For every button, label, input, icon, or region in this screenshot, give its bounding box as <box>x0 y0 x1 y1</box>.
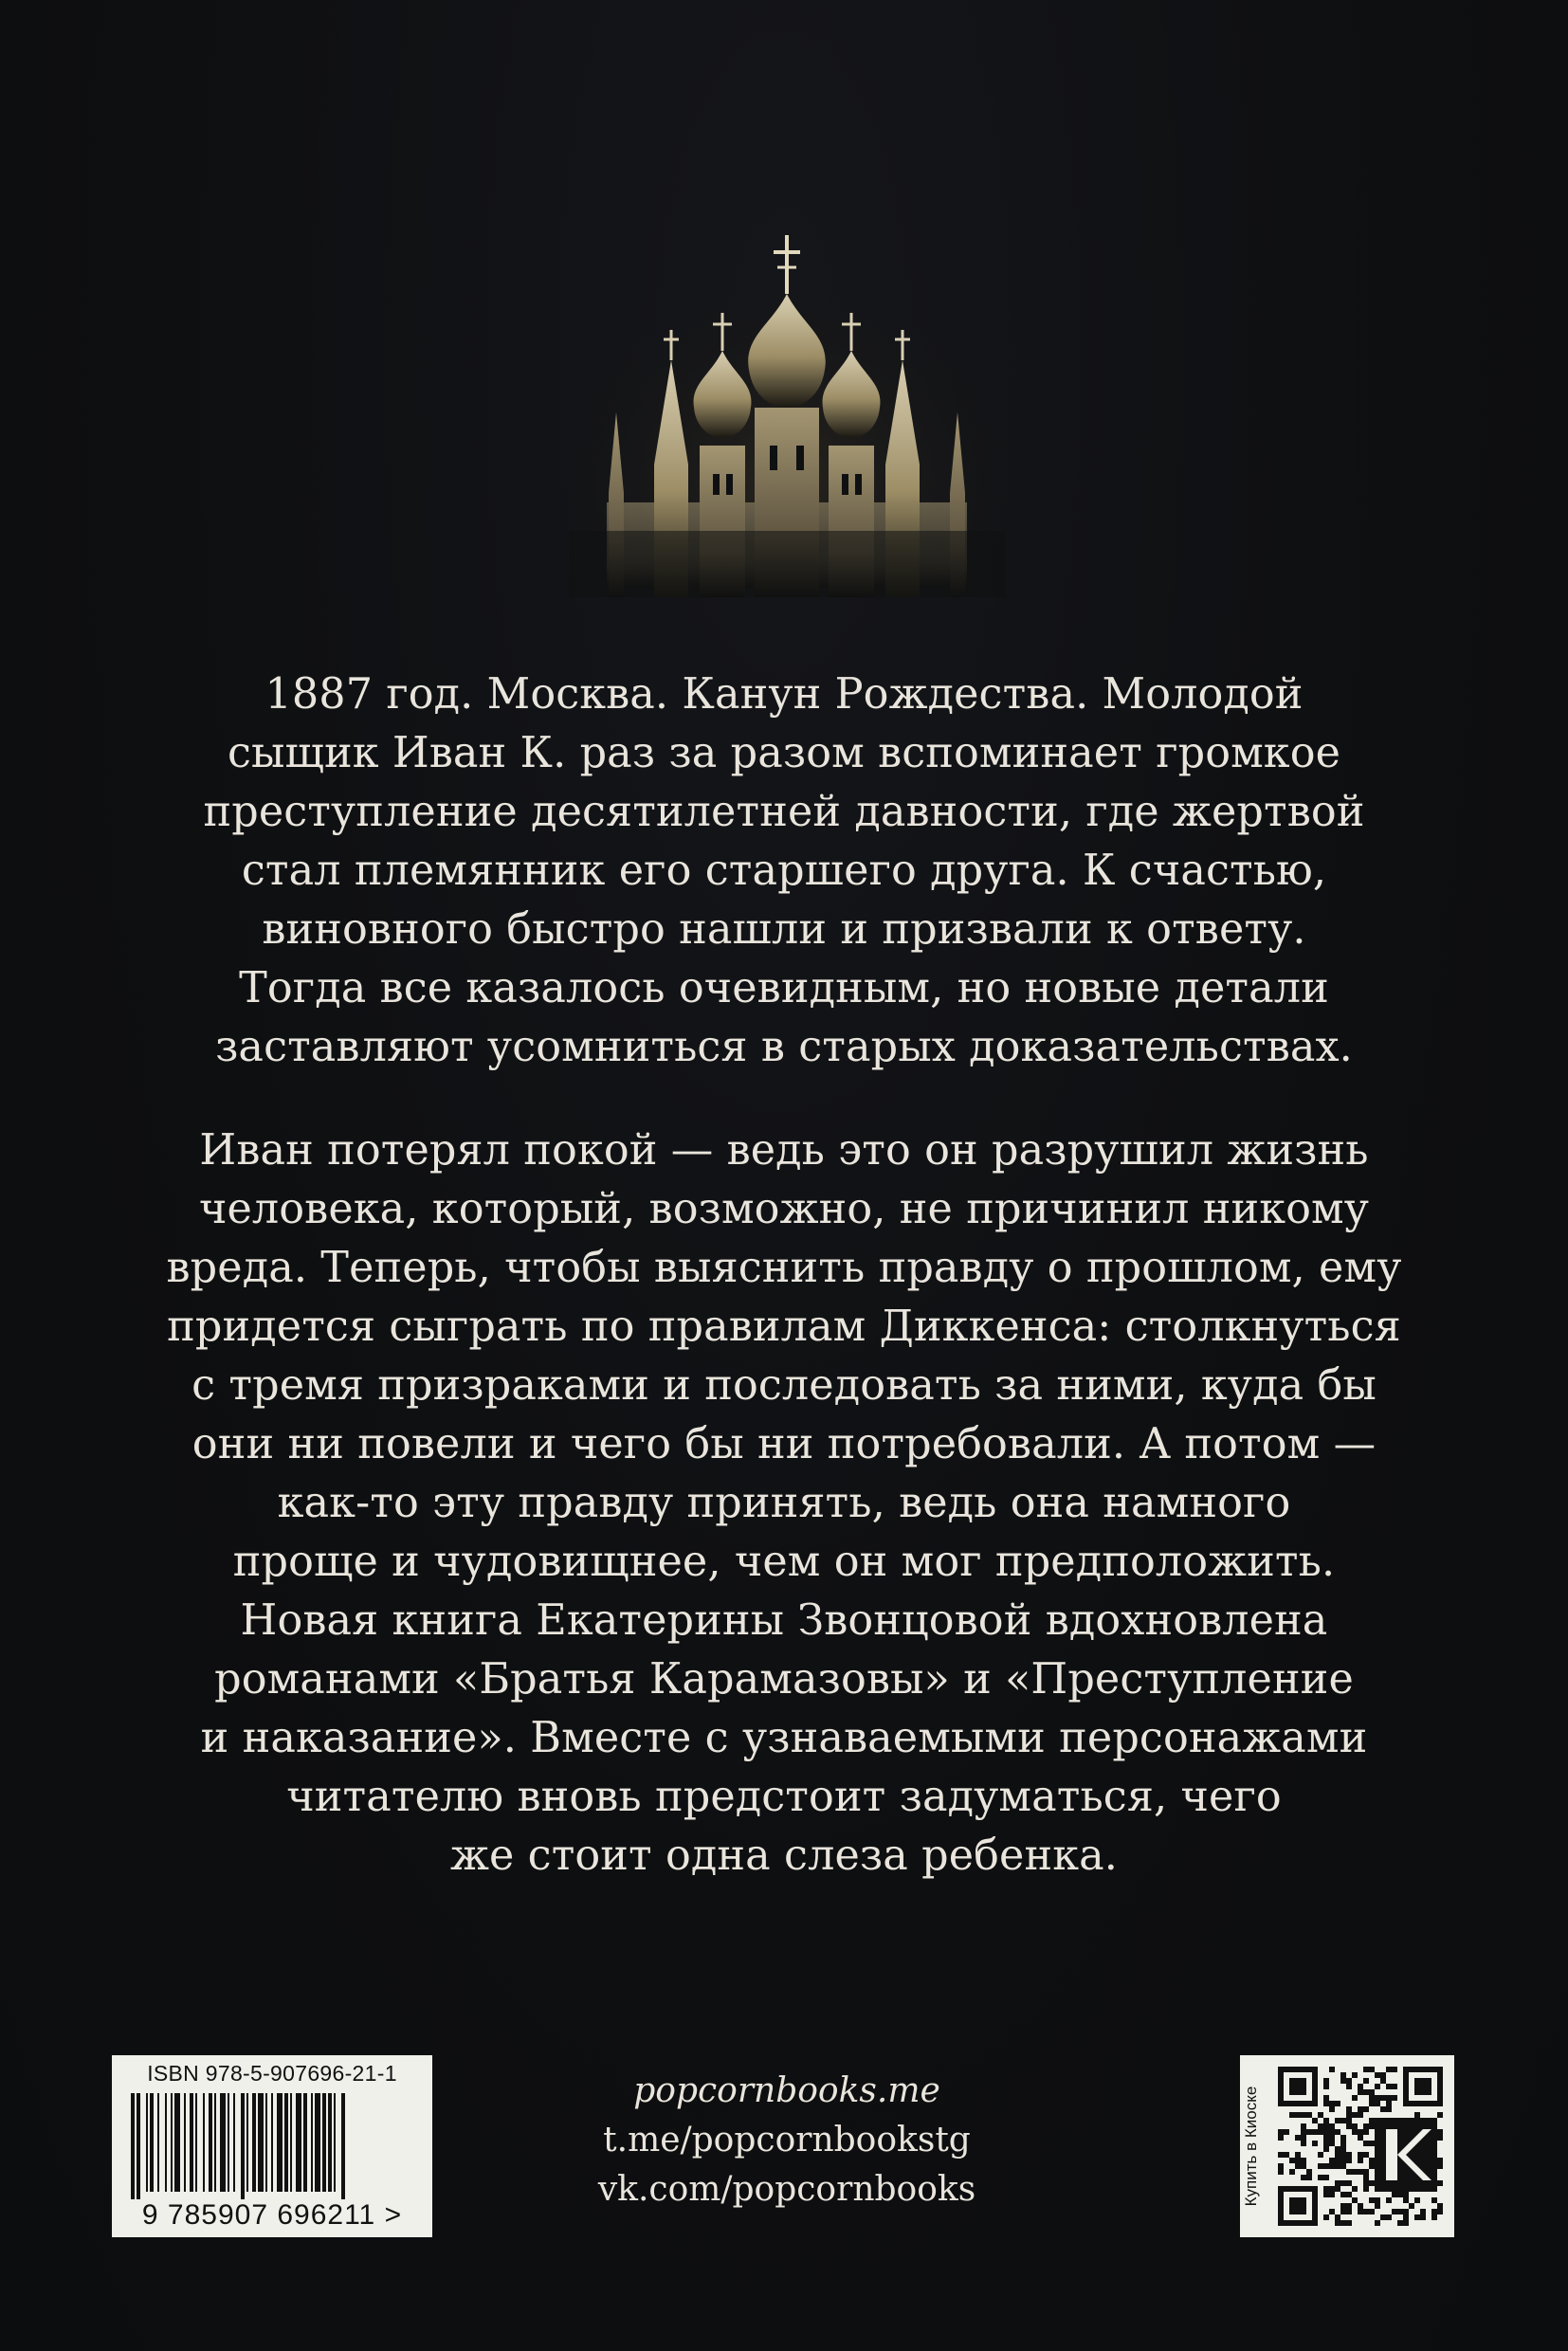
text-line: 1887 год. Москва. Канун Рождества. Молодой <box>264 670 1304 719</box>
isbn-label: ISBN 978-5-907696-21-1 <box>147 2061 397 2086</box>
isbn-barcode <box>112 2055 432 2237</box>
text-line: стал племянник его старшего друга. К счастью, <box>241 847 1327 895</box>
qr-code-block[interactable] <box>1240 2055 1454 2237</box>
qr-code-icon <box>1278 2067 1443 2226</box>
description-paragraph-2 <box>142 1121 1426 1886</box>
text-line: проще и чудовищнее, чем он мог предположить. <box>232 1538 1336 1586</box>
website-link[interactable]: popcornbooks.me <box>633 2071 940 2110</box>
text-line: Иван потерял покой — ведь это он разрушил жизнь <box>199 1126 1369 1175</box>
text-line: вреда. Теперь, чтобы выяснить правду о прошлом, ему <box>166 1244 1402 1292</box>
text-line: читателю вновь предстоит задуматься, чего <box>286 1773 1282 1821</box>
text-line: придется сыграть по правилам Диккенса: столкнуться <box>167 1303 1401 1351</box>
text-line: виновного быстро нашли и призвали к ответу. <box>262 905 1306 954</box>
text-line: Новая книга Екатерины Звонцовой вдохновлена <box>240 1596 1328 1645</box>
text-line: как-то эту правду принять, ведь она намного <box>277 1479 1291 1527</box>
text-line: Тогда все казалось очевидным, но новые детали <box>239 964 1329 1012</box>
qr-caption: Купить в Киоске <box>1242 2086 1260 2207</box>
text-line: сыщик Иван К. раз за разом вспоминает громкое <box>227 729 1341 777</box>
vk-link[interactable]: vk.com/popcornbooks <box>597 2170 976 2209</box>
text-line: заставляют усомниться в старых доказательствах. <box>215 1023 1353 1071</box>
publisher-links <box>569 2067 1005 2214</box>
text-line: человека, который, возможно, не причинил никому <box>198 1185 1370 1233</box>
text-line: романами «Братья Карамазовы» и «Преступление <box>214 1655 1354 1704</box>
barcode-digits: 9 785907 696211 > <box>141 2199 403 2231</box>
text-line: с тремя призраками и последовать за ними, куда бы <box>191 1361 1377 1410</box>
cathedral-domes-illustration <box>569 218 1005 597</box>
description-paragraph-1 <box>142 665 1426 1077</box>
barcode-bars <box>123 2093 421 2199</box>
text-line: они ни повели и чего бы ни потребовали. А потом — <box>191 1420 1377 1468</box>
text-line: же стоит одна слеза ребенка. <box>449 1832 1119 1880</box>
text-line: и наказание». Вместе с узнаваемыми персонажами <box>200 1714 1368 1762</box>
text-line: преступление десятилетней давности, где жертвой <box>203 788 1365 836</box>
telegram-link[interactable]: t.me/popcornbookstg <box>603 2121 971 2160</box>
